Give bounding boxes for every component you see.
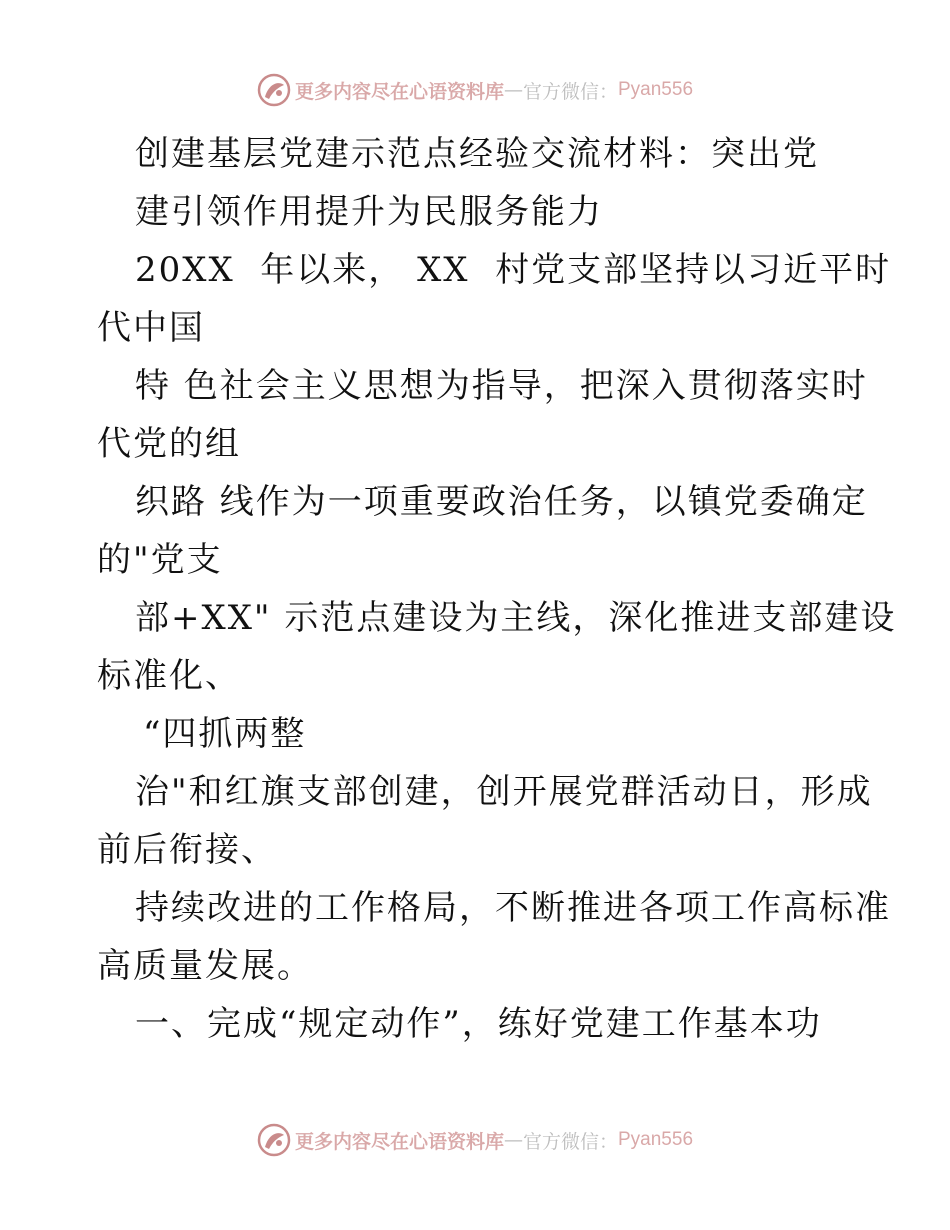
watermark-dash: — — [503, 1129, 523, 1151]
document-body — [97, 125, 897, 1053]
paragraph-line: 20XX 年以来， XX 村党支部坚持以习近平时 — [135, 250, 892, 290]
paragraph-line: 高质量发展。 — [97, 946, 313, 986]
watermark-wechat-id: Pyan556 — [618, 79, 694, 100]
title-line-2: 建引领作用提升为民服务能力 — [135, 192, 603, 232]
paragraph-line: 标准化、 — [97, 656, 241, 696]
paragraph-line: 前后衔接、 — [97, 830, 277, 870]
paragraph-line: 织路 线作为一项重要政治任务，以镇党委确定 — [135, 482, 868, 522]
watermark-text: 更多内容尽在心语资料库 — [294, 80, 504, 103]
brand-logo-icon — [257, 73, 291, 107]
paragraph-line: 部+XX" 示范点建设为主线，深化推进支部建设 — [135, 598, 897, 638]
watermark-office-label: 官方微信： — [522, 80, 618, 103]
paragraph-line: 特 色社会主义思想为指导，把深入贯彻落实时 — [135, 366, 868, 406]
watermark-dash: — — [503, 79, 523, 101]
paragraph-line: 代党的组 — [97, 424, 241, 464]
header-watermark — [0, 70, 950, 110]
brand-logo-icon — [257, 1123, 291, 1157]
watermark-wechat-id: Pyan556 — [618, 1129, 694, 1150]
paragraph-line: 代中国 — [97, 308, 205, 348]
title-line-1: 创建基层党建示范点经验交流材料：突出党 — [135, 134, 819, 174]
footer-watermark — [0, 1120, 950, 1160]
paragraph-line: “四抓两整 — [143, 714, 307, 754]
watermark-office-label: 官方微信： — [522, 1130, 618, 1153]
paragraph-line: 的"党支 — [97, 540, 223, 580]
paragraph-line: 持续改进的工作格局，不断推进各项工作高标准 — [135, 888, 891, 928]
section-heading: 一、完成“规定动作”，练好党建工作基本功 — [135, 1004, 822, 1044]
paragraph-line: 治"和红旗支部创建，创开展党群活动日，形成 — [135, 772, 873, 812]
watermark-text: 更多内容尽在心语资料库 — [294, 1130, 504, 1153]
